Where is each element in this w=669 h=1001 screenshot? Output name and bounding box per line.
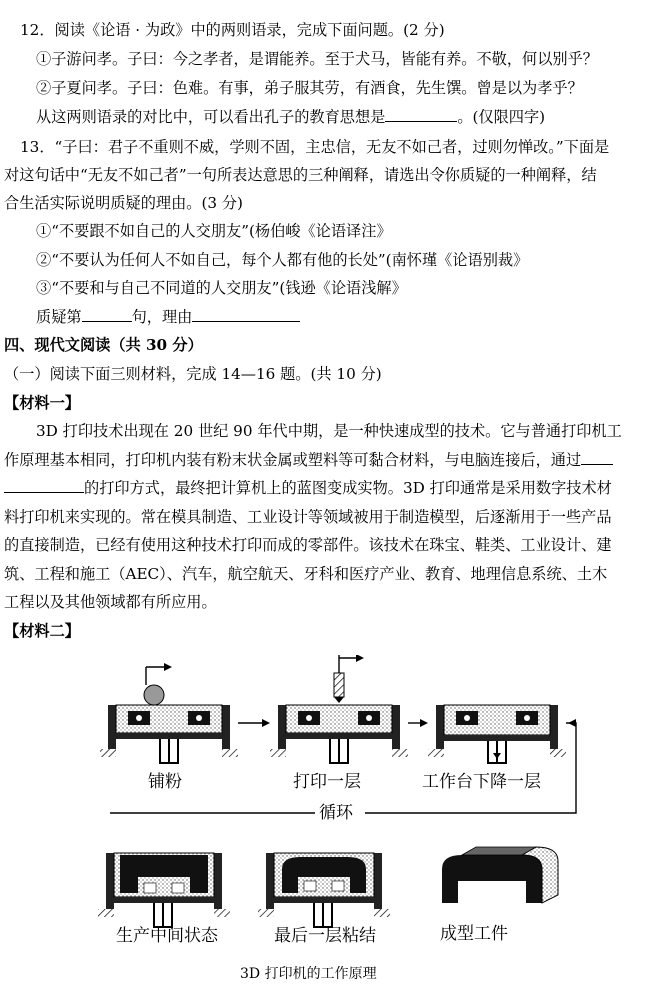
printer-principle-diagram: [90, 655, 590, 965]
label-last-layer: 最后一层粘结: [274, 926, 376, 946]
unit-table-lowers: [428, 705, 566, 763]
q12-quote-2: ②子夏问孝。子曰：色难。有事，弟子服其劳，有酒食，先生馔。曾是以为孝乎？: [36, 79, 583, 97]
flow-arrow-icon: [262, 719, 270, 727]
q13-option-3: ③“不要和与自己不同道的人交朋友”(钱逊《论语浅解》: [36, 279, 407, 297]
q12-answer-blank[interactable]: [385, 107, 457, 122]
q12-prompt-limit: 。(仅限四字): [457, 108, 546, 126]
q13-stem-line1: 13．“子曰：君子不重则不威，学则不固，主忠信，无友不如己者，过则勿惮改。”下面是: [20, 138, 610, 156]
material1-line6: 筑、工程和施工（AEC）、汽车，航空航天、牙科和医疗产业、教育、地理信息系统、土木: [4, 565, 608, 583]
q12-quote-1: ①子游问孝。子曰：今之孝者，是谓能养。至于犬马，皆能有养。不敬，何以别乎？: [36, 50, 598, 68]
print-head-icon: [334, 673, 344, 697]
q13-option-1: ①“不要跟不如自己的人交朋友”(杨伯峻《论语译注》: [36, 222, 392, 240]
q13-reason-blank[interactable]: [192, 307, 300, 322]
label-spread: 铺粉: [148, 772, 182, 792]
q12-prompt: [36, 107, 545, 127]
label-print-layer: 打印一层: [293, 772, 361, 792]
right-arrow-icon: [356, 655, 364, 662]
q12-stem: 12．阅读《论语 · 为政》中的两则语录，完成下面问题。(2 分): [20, 21, 445, 39]
unit-intermediate: [98, 853, 230, 927]
figure-caption: 3D 打印机的工作原理: [240, 966, 377, 982]
material1-blank-part1[interactable]: [581, 450, 613, 465]
q13-reason-label: 句，理由: [131, 308, 193, 326]
label-lower-table: 工作台下降一层: [422, 772, 541, 792]
material1-line3-text: 的打印方式，最终把计算机上的蓝图变成实物。3D 打印通常是采用数字技术材: [84, 479, 612, 497]
flow-arrow-icon: [420, 719, 428, 727]
material1-heading: 【材料一】: [4, 394, 80, 412]
label-intermediate: 生产中间状态: [116, 926, 218, 946]
section-title: 四、现代文阅读（共 30 分）: [4, 336, 203, 354]
q13-answer-line: [36, 307, 300, 327]
q13-answer-label: 质疑第: [36, 308, 82, 326]
label-formed-part: 成型工件: [440, 924, 508, 944]
q13-stem-line2: 对这句话中“无友不如己者”一句所表达意思的三种阐释，请选出令你质疑的一种阐释，结: [4, 166, 597, 184]
q13-stem-line3: 合生活实际说明质疑的理由。(3 分): [4, 194, 243, 212]
unit-print-layer: [270, 655, 408, 763]
unit-last-layer: [258, 853, 390, 927]
q13-option-2: ②“不要认为任何人不如自己，每个人都有他的长处”(南怀瑾《论语别裁》: [36, 251, 529, 269]
q13-sentence-blank[interactable]: [82, 307, 132, 322]
formed-part-icon: [442, 847, 558, 903]
material1-line2-text: 作原理基本相同，打印机内装有粉末状金属或塑料等可黏合材料，与电脑连接后，通过: [4, 451, 582, 469]
material1-line5: 的直接制造，已经有使用这种技术打印而成的零部件。该技术在珠宝、鞋类、工业设计、建: [4, 536, 612, 554]
label-cycle: 循环: [319, 803, 353, 823]
material1-line3: [4, 478, 612, 498]
down-arrow-icon: [493, 753, 501, 759]
powder-roller-icon: [144, 685, 164, 705]
subsection-title: （一）阅读下面三则材料，完成 14—16 题。(共 10 分): [4, 365, 382, 383]
unit-spread-powder: [100, 663, 238, 763]
material1-line2: [4, 450, 613, 470]
material1-blank-part2[interactable]: [4, 478, 84, 493]
q12-prompt-text: 从这两则语录的对比中，可以看出孔子的教育思想是: [36, 108, 386, 126]
right-arrow-icon: [164, 663, 172, 671]
material1-line7: 工程以及其他领域都有所应用。: [4, 593, 217, 611]
material1-line1: 3D 打印技术出现在 20 世纪 90 年代中期，是一种快速成型的技术。它与普通打印机工: [36, 422, 622, 440]
material1-line4: 料打印机来实现的。常在模具制造、工业设计等领域被用于制造模型，后逐渐用于一些产品: [4, 508, 612, 526]
material2-heading: 【材料二】: [4, 622, 80, 640]
